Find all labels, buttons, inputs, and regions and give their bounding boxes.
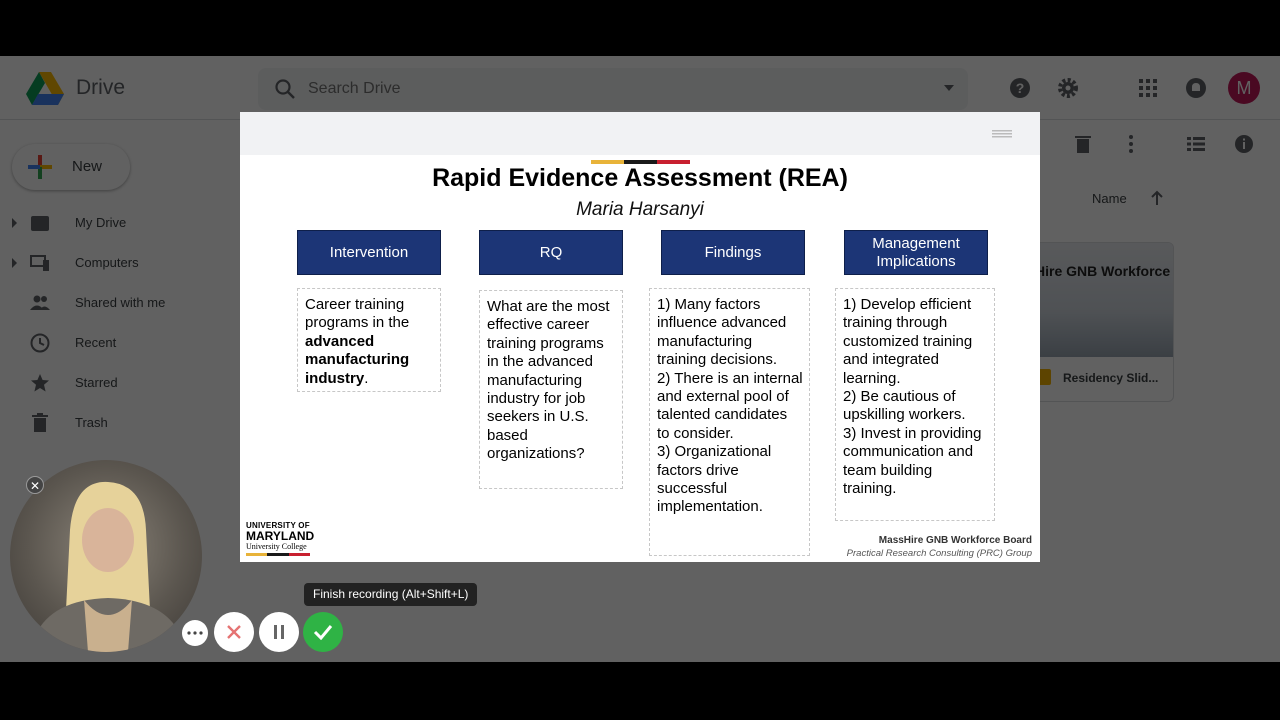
- findings-item-2: 2) There is an internal and external pool of talented candidates to consider.: [657, 369, 803, 442]
- checkmark-icon: [313, 624, 333, 640]
- rq-box: [479, 290, 623, 489]
- heading-management-implications: Management Implications: [844, 230, 988, 275]
- umd-logo-stripes: [246, 553, 310, 556]
- credit-organization: MassHire GNB Workforce Board: [878, 535, 1032, 546]
- umd-logo-line2: MARYLAND: [246, 529, 315, 543]
- slide-subtitle: Maria Harsanyi: [576, 199, 704, 220]
- cancel-recording-button[interactable]: [214, 612, 254, 652]
- heading-intervention: Intervention: [297, 230, 441, 275]
- findings-item-3: 3) Organizational factors drive successful implementation.: [657, 443, 772, 516]
- intervention-suffix: .: [364, 369, 369, 387]
- findings-box: [649, 288, 810, 556]
- implications-box: [835, 288, 995, 521]
- credit-group: Practical Research Consulting (PRC) Group: [846, 548, 1032, 559]
- implications-item-1: 1) Develop efficient training through customized training and integrated learning.: [843, 296, 973, 387]
- finish-recording-tooltip: Finish recording (Alt+Shift+L): [304, 583, 477, 606]
- slide-title: Rapid Evidence Assessment (REA): [432, 164, 848, 192]
- letterbox-top: [0, 0, 1280, 56]
- umd-logo-line3: University College: [246, 542, 307, 551]
- pause-recording-button[interactable]: [259, 612, 299, 652]
- slide-menu-icon: [992, 130, 1012, 138]
- more-horizontal-icon: [187, 631, 203, 635]
- findings-item-1: 1) Many factors influence advanced manufacturing training decisions.: [657, 296, 787, 369]
- implications-item-2: 2) Be cautious of upskilling workers.: [843, 388, 966, 424]
- pause-icon: [272, 624, 286, 640]
- more-options-button[interactable]: [182, 620, 208, 646]
- heading-rq: RQ: [479, 230, 623, 275]
- presentation-slide: [240, 112, 1040, 562]
- rq-text: What are the most effective career training programs in the advanced manufacturing industry for job seekers in U.S. based organizations?: [487, 298, 610, 463]
- slide-header-bar: [240, 112, 1040, 155]
- letterbox-bottom: [0, 662, 1280, 720]
- finish-recording-button[interactable]: [303, 612, 343, 652]
- intervention-box: [297, 288, 441, 392]
- implications-item-3: 3) Invest in providing communication and team building training.: [843, 424, 982, 498]
- close-webcam-icon[interactable]: ✕: [26, 476, 44, 494]
- heading-findings: Findings: [661, 230, 805, 275]
- cancel-x-icon: [226, 624, 242, 640]
- umd-logo-line1: UNIVERSITY OF: [246, 521, 310, 530]
- intervention-text: Career training programs in the: [305, 296, 410, 332]
- intervention-bold-text: advanced manufacturing industry: [305, 332, 410, 387]
- umd-logo: [246, 521, 316, 556]
